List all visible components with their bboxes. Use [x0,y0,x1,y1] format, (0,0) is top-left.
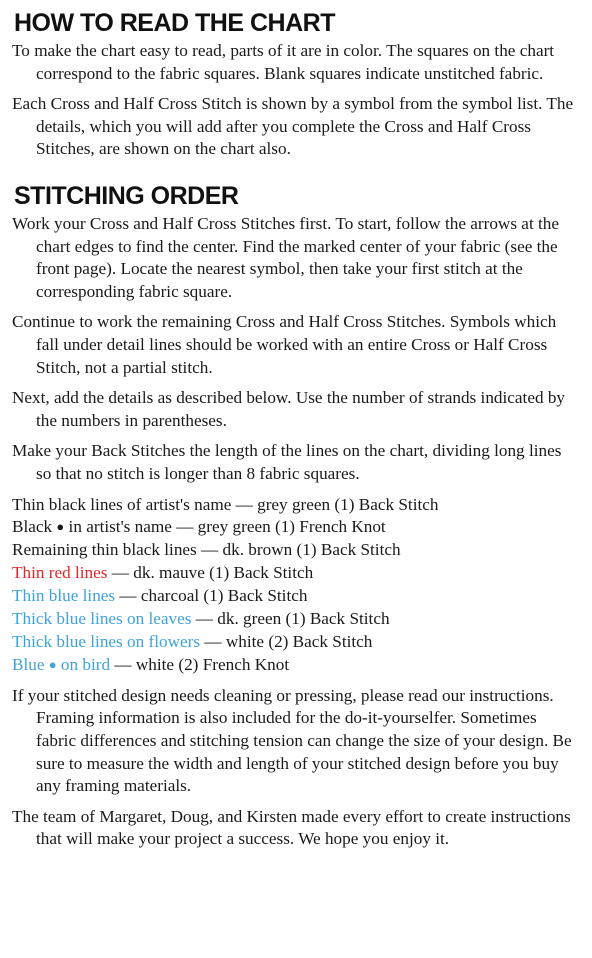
paragraph: Continue to work the remaining Cross and Half Cross Stitches. Symbols which fall under detail lines should be worked with an entire Cross or Half Cross Stitch, not a partial stitch. [12,312,557,377]
detail-description: — dk. green (1) Back Stitch [191,609,390,629]
detail-line [12,631,578,654]
detail-description: — dk. brown (1) Back Stitch [196,540,401,560]
detail-line [12,494,578,517]
detail-line [12,539,578,562]
paragraph: Make your Back Stitches the length of the lines on the chart, dividing long lines so that no stitch is longer than 8 fabric squares. [12,441,562,483]
heading-how-to-read: HOW TO READ THE CHART [14,9,335,37]
detail-label: in artist's name [64,517,172,537]
detail-description: — dk. mauve (1) Back Stitch [107,563,314,583]
paragraph: The team of Margaret, Doug, and Kirsten made every effort to create instructions that will make your project a success. We hope you enjoy it. [12,806,571,849]
detail-line [12,516,578,539]
heading-stitching-order: STITCHING ORDER [14,181,239,210]
paragraph: Each Cross and Half Cross Stitch is shown by a symbol from the symbol list. The details, which you will add after you complete the Cross and Half Cross Stitches, are shown on the chart also. [12,94,574,159]
paragraph: Work your Cross and Half Cross Stitches first. To start, follow the arrows at the chart edges to find the center. Find the marked center of your fabric (see the front page). Locate the nearest symbol, then take your first stitch at the corresponding fabric square. [12,213,560,301]
detail-description: — grey green (1) Back Stitch [231,494,439,514]
detail-list [12,494,578,677]
detail-line [12,608,578,631]
detail-label: Remaining thin black lines [12,540,197,560]
black-dot-icon: ● [56,519,65,535]
detail-line [12,585,578,608]
detail-description: — charcoal (1) Back Stitch [115,586,308,606]
paragraph: Next, add the details as described below. Use the number of strands indicated by the numbers in parentheses. [12,388,566,430]
detail-label-blue: Thin blue lines [12,586,116,606]
blue-dot-icon: ● [48,656,57,672]
detail-label: Black [12,517,53,537]
detail-description: — white (2) French Knot [110,654,290,674]
detail-label-blue: Thick blue lines on leaves [12,609,192,629]
paragraph: If your stitched design needs cleaning or pressing, please read our instructions. Framing information is also included for the do-it-yourselfer. Sometimes fabric differences and stitching tension can change the size of your design. Be sure to measure the width and length of your stitched design before you buy any framing materials. [12,685,572,796]
detail-label-blue: Blue [12,654,45,674]
paragraph: To make the chart easy to read, parts of it are in color. The squares on the chart correspond to the fabric squares. Blank squares indicate unstitched fabric. [12,41,555,83]
detail-label: Thin black lines of artist's name [12,494,232,514]
detail-line [12,562,578,585]
detail-label-red: Thin red lines [12,563,108,583]
detail-label-blue: Thick blue lines on flowers [12,631,201,651]
detail-description: — grey green (1) French Knot [171,517,386,537]
detail-line [12,654,578,677]
detail-description: — white (2) Back Stitch [200,631,373,651]
detail-label-blue: on bird [56,654,111,674]
